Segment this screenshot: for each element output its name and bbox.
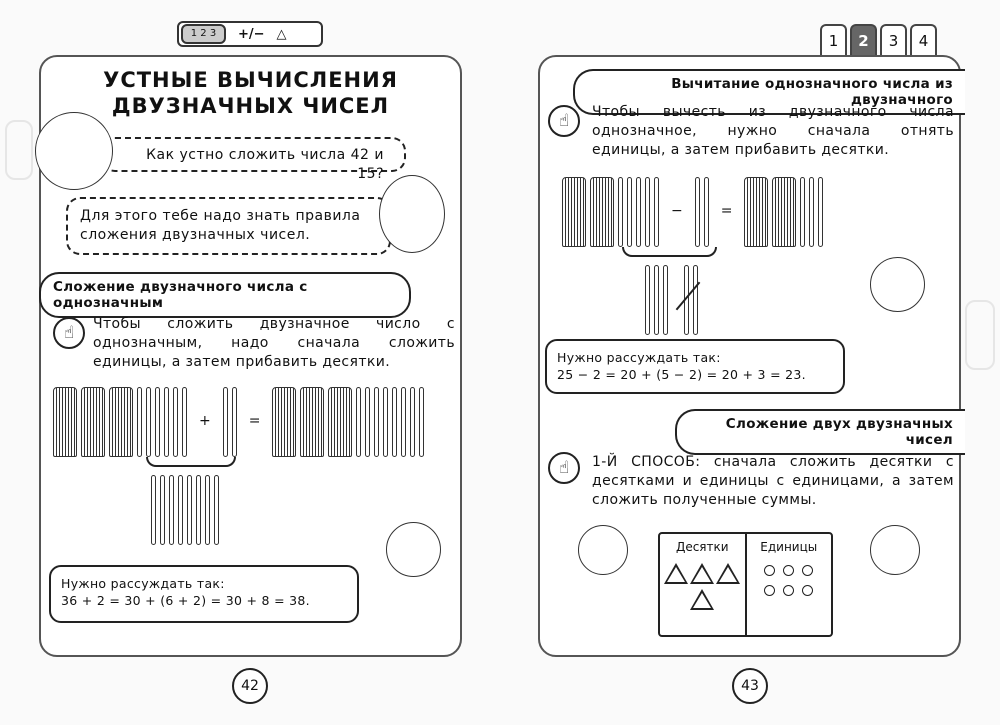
- reasoning-bubble: [49, 565, 359, 623]
- ten-bundle: [300, 387, 324, 457]
- crossed-stick: [693, 265, 698, 335]
- girl-glasses-illustration: [379, 175, 445, 253]
- column-header: Единицы: [760, 540, 818, 554]
- reasoning-bubble: [545, 339, 845, 394]
- triangle-icon: [716, 563, 740, 584]
- single-stick: [182, 387, 187, 457]
- boy-illustration: [578, 525, 628, 575]
- circle-icon: [764, 585, 775, 596]
- single-stick: [187, 475, 192, 545]
- tab-2[interactable]: 2: [850, 24, 877, 55]
- rod-group: [137, 387, 187, 457]
- circle-icon: [783, 585, 794, 596]
- single-stick: [636, 177, 641, 247]
- ten-bundle: [772, 177, 796, 247]
- rule-text: 1-Й СПОСОБ: сначала сложить десятки с десятками и единицы с единицами, а затем сложить полученные суммы.: [592, 454, 954, 508]
- section-heading: Сложение двух двузначных чисел: [675, 409, 965, 455]
- single-stick: [232, 387, 237, 457]
- units-column: [747, 534, 832, 635]
- top-nav: [177, 21, 323, 47]
- triangle-icon: [664, 563, 688, 584]
- circle-icon: [764, 565, 775, 576]
- ten-bundle: [272, 387, 296, 457]
- single-stick: [618, 177, 623, 247]
- triangle-icon: [690, 563, 714, 584]
- counting-sticks-figure: [53, 387, 424, 457]
- ten-bundle: [590, 177, 614, 247]
- pointing-hand-icon: ☝: [548, 105, 580, 137]
- single-stick: [196, 475, 201, 545]
- single-stick: [205, 475, 210, 545]
- answer-bubble: Для этого тебе надо знать правила сложения двузначных чисел.: [66, 197, 391, 255]
- single-stick: [627, 177, 632, 247]
- pointing-hand-icon: ☝: [53, 317, 85, 349]
- bubble-text: Нужно рассуждать так:: [557, 350, 721, 365]
- circle-icon: [802, 585, 813, 596]
- background-doodle: [5, 120, 33, 180]
- pointing-hand-icon: ☝: [548, 452, 580, 484]
- single-stick: [401, 387, 406, 457]
- single-stick: [178, 475, 183, 545]
- single-stick: [151, 475, 156, 545]
- rod-group: [618, 177, 659, 247]
- boy-illustration: [386, 522, 441, 577]
- ten-bundle: [53, 387, 77, 457]
- title-line: ДВУЗНАЧНЫХ ЧИСЕЛ: [111, 94, 390, 118]
- chapter-tabs: [820, 24, 937, 55]
- bubble-text: Нужно рассуждать так:: [61, 576, 225, 591]
- circle-icon: [802, 565, 813, 576]
- brace: [146, 457, 236, 467]
- single-stick: [356, 387, 361, 457]
- tab-1[interactable]: 1: [820, 24, 847, 55]
- remaining-sticks: [645, 265, 698, 335]
- single-stick: [160, 475, 165, 545]
- brace: [622, 247, 717, 257]
- single-stick: [365, 387, 370, 457]
- tens-units-table: [658, 532, 833, 637]
- operations-button[interactable]: +/−: [238, 26, 265, 42]
- single-stick: [663, 265, 668, 335]
- single-stick: [146, 387, 151, 457]
- sum-sticks: [151, 475, 219, 545]
- single-stick: [164, 387, 169, 457]
- ten-bundle: [109, 387, 133, 457]
- single-stick: [695, 177, 700, 247]
- ten-bundle: [81, 387, 105, 457]
- single-stick: [169, 475, 174, 545]
- girl-illustration: [870, 525, 920, 575]
- single-stick: [392, 387, 397, 457]
- single-stick: [155, 387, 160, 457]
- question-bubble: Как устно сложить числа 42 и 15?: [101, 137, 406, 172]
- operator-sign: −: [671, 203, 683, 219]
- counting-sticks-figure: [562, 177, 823, 247]
- numbers-button[interactable]: 1 2 3: [181, 24, 226, 44]
- title-line: УСТНЫЕ ВЫЧИСЛЕНИЯ: [103, 68, 398, 92]
- single-stick: [818, 177, 823, 247]
- left-page: [39, 55, 462, 657]
- section-heading: Вычитание однозначного числа из двузначного: [573, 69, 965, 115]
- single-stick: [214, 475, 219, 545]
- right-page: [538, 55, 961, 657]
- single-stick: [645, 265, 650, 335]
- single-stick: [645, 177, 650, 247]
- equals-sign: =: [720, 203, 733, 219]
- triangle-icon: [690, 589, 714, 610]
- single-stick: [374, 387, 379, 457]
- bubble-equation: 25 − 2 = 20 + (5 − 2) = 20 + 3 = 23.: [557, 367, 806, 382]
- equals-sign: =: [248, 413, 261, 429]
- single-stick: [223, 387, 228, 457]
- rule-text: Чтобы вычесть из двузначного числа однозначное, нужно сначала отнять единицы, а затем прибавить десятки.: [592, 104, 954, 158]
- ten-bundle: [328, 387, 352, 457]
- column-header: Десятки: [675, 540, 729, 554]
- section-heading: Сложение двузначного числа с однозначным: [39, 272, 411, 318]
- single-stick: [654, 265, 659, 335]
- single-stick: [704, 177, 709, 247]
- shapes-button[interactable]: △: [276, 26, 287, 42]
- single-stick: [800, 177, 805, 247]
- single-stick: [419, 387, 424, 457]
- single-stick: [809, 177, 814, 247]
- girl-illustration: [35, 112, 113, 190]
- operator-sign: +: [199, 413, 211, 429]
- ten-bundle: [744, 177, 768, 247]
- tens-column: [660, 534, 747, 635]
- circle-icon: [783, 565, 794, 576]
- bubble-equation: 36 + 2 = 30 + (6 + 2) = 30 + 8 = 38.: [61, 593, 310, 608]
- single-stick: [654, 177, 659, 247]
- page-title: [41, 67, 460, 119]
- background-doodle: [965, 300, 995, 370]
- tab-3[interactable]: 3: [880, 24, 907, 55]
- single-stick: [137, 387, 142, 457]
- boy-illustration: [870, 257, 925, 312]
- single-stick: [383, 387, 388, 457]
- single-stick: [410, 387, 415, 457]
- page-number: 43: [732, 668, 768, 704]
- single-stick: [173, 387, 178, 457]
- rule-text: Чтобы сложить двузначное число с однозначным, надо сначала сложить единицы, а затем прибавить десятки.: [93, 316, 455, 370]
- tab-4[interactable]: 4: [910, 24, 937, 55]
- ten-bundle: [562, 177, 586, 247]
- page-number: 42: [232, 668, 268, 704]
